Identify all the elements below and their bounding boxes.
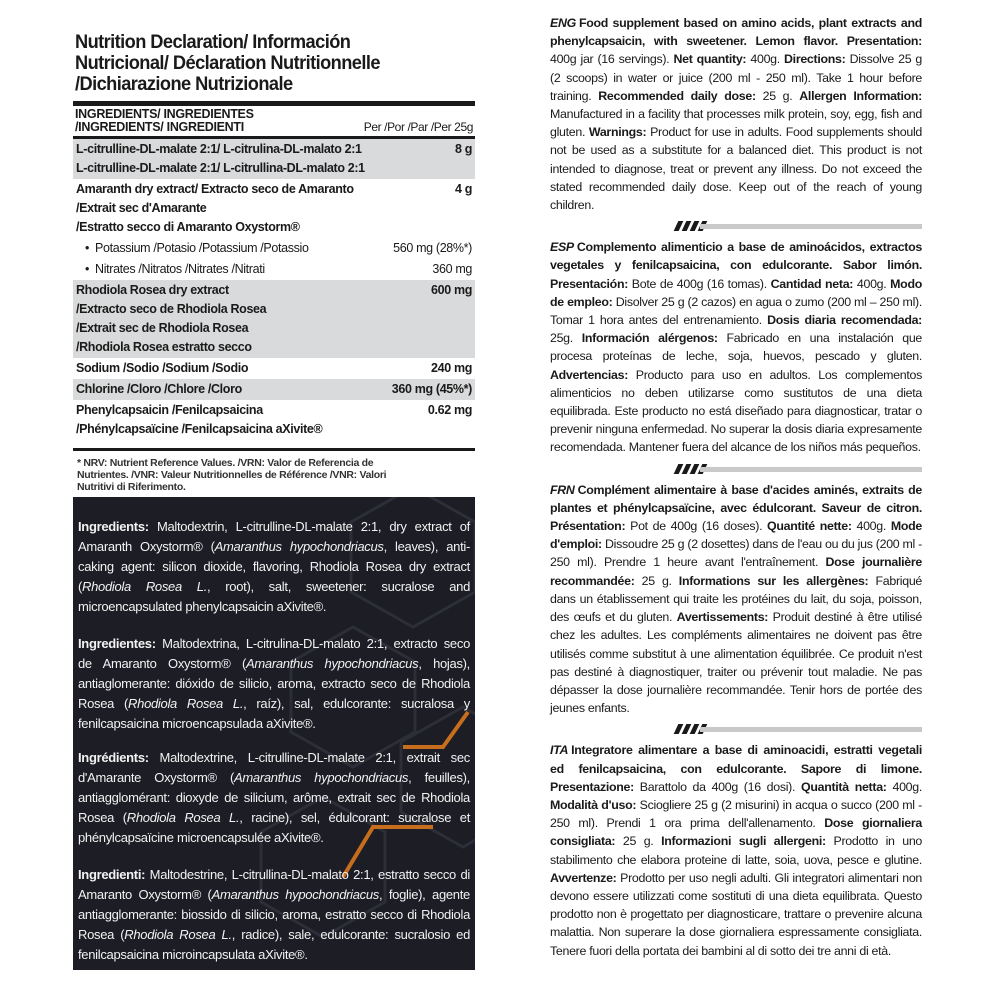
nutrient-value: 4 g bbox=[454, 182, 472, 196]
info-text: 25 g. bbox=[615, 834, 662, 849]
ingredients-paragraph bbox=[78, 634, 470, 734]
ingredients-lead: Ingredientes: bbox=[78, 636, 156, 651]
info-heading: Modo de empleo: bbox=[550, 276, 922, 309]
info-heading: Informazioni sugli allergeni: bbox=[661, 834, 826, 849]
info-heading: Advertencias: bbox=[550, 367, 629, 382]
ingredients-text: Maltodextrine, L-citrulline-DL-malate 2:1, extrait sec d'Amarante Oxystorm® (Amaranthus hypochondriacus, feuilles), antiagglomérant: dioxyde de silicium, arôme, extrait sec de Rhodiola Rosea (Rhodiola Rosea L., racine), sel, édulcorant: sucralose et phénylcapsaïcine microencapsulée aXivite®. bbox=[78, 750, 471, 845]
info-heading: Warnings: bbox=[588, 125, 647, 140]
ingredients-text: Maltodestrine, L-citrullina-DL-malato 2:1, estratto secco di Amaranto Oxystorm® (Amaranthus hypochondriacus, foglie), agente antiagglomerante: biossido di silicio, aroma, estratto secco di Rhodiola Rosea (Rhodiola Rosea L., radice), sale, edulcorante: sucralosio ed fenilcapsaicina microincapsulata aXivite®. bbox=[78, 867, 471, 962]
info-heading: Directions: bbox=[784, 52, 846, 67]
language-block-eng bbox=[550, 14, 922, 214]
info-text: 400g jar (16 servings). bbox=[550, 52, 674, 67]
ingredients-paragraph bbox=[78, 517, 470, 617]
nutrient-label: • Potassium /Potasio /Potassium /Potassio bbox=[85, 239, 309, 258]
info-text: Produit destiné à être utilisé chez les adultes. Les compléments alimentaires ne doivent pas être utilisés comme substitut à une alimentation équilibrée. Ce produit n'est pas destiné à diagnostiquer, traiter ou prévenir tout maladie. Ne pas dépasser la dose journalière recommandée. Tenir hors de portée des jeunes enfants. bbox=[550, 610, 922, 716]
language-code: FRN bbox=[550, 482, 575, 497]
nutrition-table-body bbox=[73, 139, 475, 440]
nrv-note: * NRV: Nutrient Reference Values. /VRN: Valor de Referencia de Nutrientes. /VNR: Valeur Nutritionnelles de Référence /VNR: Valori Nutritivi di Riferimento. bbox=[77, 457, 387, 493]
info-heading: Modalità d'uso: bbox=[550, 797, 637, 812]
nutrient-label: Rhodiola Rosea dry extract /Extracto seco de Rhodiola Rosea /Extrait sec de Rhodiola Rosea /Rhodiola Rosea estratto secco bbox=[76, 283, 267, 354]
nutrient-value: 560 mg (28%*) bbox=[393, 241, 472, 255]
info-text: Fabriqué dans un établissement qui traite les protéines du lait, du soja, poisson, des œufs et du gluten. bbox=[550, 573, 923, 625]
info-text: 400g. bbox=[886, 779, 922, 794]
info-text: 400g. bbox=[746, 52, 785, 67]
info-text: Disolver 25 g (2 cazos) en agua o zumo (200 ml – 250 ml). Tomar 1 hora antes del entrenamiento. bbox=[550, 294, 922, 328]
info-text: Sciogliere 25 g (2 misurini) in acqua o succo (200 ml - 250 ml). Prendi 1 ora prima dell'allenamento. bbox=[550, 797, 922, 831]
language-code: ITA bbox=[550, 743, 569, 758]
ingredients-header: INGREDIENTS/ INGREDIENTES /INGREDIENTS/ INGREDIENTI bbox=[75, 107, 254, 134]
nutrition-row bbox=[73, 358, 475, 379]
nutrient-label: L-citrulline-DL-malate 2:1/ L-citrulina-DL-malato 2:1 L-citrulline-DL-malate 2:1/ L-citrullina-DL-malato 2:1 bbox=[76, 142, 365, 175]
nutrient-label: • Nitrates /Nitratos /Nitrates /Nitrati bbox=[85, 260, 265, 279]
info-heading: Dosis diaria recomendada: bbox=[767, 313, 923, 328]
nutrient-label: Amaranth dry extract/ Extracto seco de Amaranto /Extrait sec d'Amarante /Estratto secco di Amaranto Oxystorm® bbox=[76, 182, 354, 234]
nutrition-row bbox=[73, 179, 475, 238]
table-header bbox=[73, 106, 475, 136]
nutrient-value: 600 mg bbox=[431, 283, 472, 297]
info-text: Dissoudre 25 g (2 dosettes) dans de l'eau ou du jus (200 ml - 250 ml). Prendre 1 heure avant l'entraînement. bbox=[550, 537, 922, 570]
info-heading: Integratore alimentare a base di aminoacidi, estratti vegetali ed fenilcapsaicina, con edulcorante. Sapore di limone. Presentazione: bbox=[550, 743, 922, 794]
language-block-frn bbox=[550, 481, 922, 718]
nutrient-value: 360 mg (45%*) bbox=[391, 382, 472, 396]
info-heading: Recommended daily dose: bbox=[598, 88, 756, 103]
per-serving-header: Per /Por /Par /Per 25g bbox=[363, 120, 473, 134]
language-block-esp bbox=[550, 238, 922, 456]
nutrition-row bbox=[73, 139, 475, 179]
nutrient-label: Phenylcapsaicin /Fenilcapsaicina /Phénylcapsaïcine /Fenilcapsaicina aXivite® bbox=[76, 403, 323, 436]
info-heading: Mode d'emploi: bbox=[550, 519, 922, 552]
info-heading: Información alérgenos: bbox=[581, 331, 718, 346]
ingredients-text: Maltodextrin, L-citrulline-DL-malate 2:1, dry extract of Amaranth Oxystorm® (Amaranthus hypochondriacus, leaves), anti-caking agent: silicon dioxide, flavoring, Rhodiola Rosea dry extract (Rhodiola Rosea L., root), salt, sweetener: sucralose and microencapsulated phenylcapsaicin aXivite®. bbox=[78, 519, 471, 614]
info-heading: Quantità netta: bbox=[801, 779, 887, 794]
info-heading: Cantidad neta: bbox=[770, 276, 854, 291]
nutrient-value: 8 g bbox=[454, 142, 472, 156]
info-text: Manufactured in a facility that processes milk protein, soy, egg, fish and gluten. bbox=[550, 107, 922, 140]
info-heading: Informations sur les allergènes: bbox=[678, 573, 869, 588]
ingredients-lead: Ingrédients: bbox=[78, 750, 149, 765]
info-text: Bote de 400g (16 tomas). bbox=[628, 276, 771, 291]
info-text: Fabricado en una instalación que procesa proteínas de leche, soja, huevos, pescado y gluten. bbox=[550, 331, 922, 364]
ingredients-text: Maltodextrina, L-citrulina-DL-malato 2:1, extracto seco de Amaranto Oxystorm® (Amaranthus hypochondriacus, hojas), antiaglomerante: dióxido de silicio, aroma, extracto seco de Rhodiola Rosea (Rhodiola Rosea L., raíz), sal, edulcorante: sucralosa y fenilcapsaicina microencapsulada aXivite®. bbox=[78, 636, 471, 731]
info-text: Prodotto per uso negli adulti. Gli integratori alimentari non devono essere utilizzati come sostituti di una dieta equilibrata. Questo prodotto non è progettato per diagnosticare, trattare o prevenire alcuna malattia. Non superare la dose giornaliera espressamente consigliata. Tenere fuori della portata dei bambini al di sotto dei tre anni di età. bbox=[550, 870, 922, 958]
nutrient-value: 0.62 mg bbox=[427, 403, 472, 417]
info-text: 400g. bbox=[851, 519, 891, 534]
nutrient-value: 240 mg bbox=[431, 361, 472, 375]
nutrient-label: Chlorine /Cloro /Chlore /Cloro bbox=[76, 382, 242, 396]
info-heading: Avertissements: bbox=[676, 610, 769, 625]
ingredients-panel bbox=[73, 497, 475, 970]
section-separator bbox=[550, 723, 922, 735]
multilingual-info bbox=[550, 14, 922, 960]
declaration-title: Nutrition Declaration/ Información Nutricional/ Déclaration Nutritionnelle /Dichiarazione Nutrizionale bbox=[75, 32, 380, 95]
info-heading: Avvertenze: bbox=[550, 870, 617, 885]
info-text: 25 g. bbox=[634, 573, 679, 588]
info-heading: Dose giornaliera consigliata: bbox=[550, 816, 922, 849]
info-heading: Complément alimentaire à base d'acides aminés, extraits de plantes et phénylcapsaïcine, avec édulcorant. Saveur de citron. Présentation: bbox=[550, 482, 922, 534]
info-heading: Net quantity: bbox=[673, 52, 747, 67]
nutrition-row bbox=[73, 400, 475, 440]
ingredients-paragraph bbox=[78, 865, 470, 965]
info-text: Pot de 400g (16 doses). bbox=[625, 519, 768, 534]
info-text: 25g. bbox=[550, 331, 582, 346]
language-code: ENG bbox=[550, 16, 576, 30]
nutrition-declaration-panel bbox=[73, 32, 475, 493]
info-text: Prodotto in uno stabilimento che elabora proteine di latte, soia, uova, pesce e glutine. bbox=[550, 834, 923, 867]
info-heading: Allergen Information: bbox=[799, 88, 922, 103]
info-heading: Complemento alimenticio a base de aminoácidos, extractos vegetales y fenilcapsaicina, con edulcorante. Sabor limón. Presentación: bbox=[550, 240, 922, 291]
section-separator bbox=[550, 463, 922, 475]
info-text: Dissolve 25 g (2 scoops) in water or juice (200 ml - 250 ml). Take 1 hour before training. bbox=[550, 52, 923, 103]
nutrition-row bbox=[73, 280, 475, 358]
info-text: 25 g. bbox=[755, 88, 800, 103]
nutrition-row bbox=[73, 259, 475, 280]
info-text: Producto para uso en adultos. Los complementos alimenticios no deben utilizarse como sustitutos de una dieta equilibrada. Este producto no está diseñado para diagnosticar, tratar o prevenir ninguna enfermedad. No superar la dosis diaria expresamente recomendada. Mantener fuera del alcance de los niños más pequeños. bbox=[550, 367, 922, 455]
language-block-ita bbox=[550, 741, 922, 959]
section-separator bbox=[550, 220, 922, 232]
info-heading: Food supplement based on amino acids, plant extracts and phenylcapsaicin, with sweetener. Lemon flavor. Presentation: bbox=[550, 16, 922, 49]
ingredients-lead: Ingredienti: bbox=[78, 867, 146, 882]
language-code: ESP bbox=[550, 240, 574, 255]
nutrition-row bbox=[73, 379, 475, 400]
info-text: 400g. bbox=[853, 276, 891, 291]
ingredients-paragraph bbox=[78, 748, 470, 848]
info-text: Barattolo da 400g (16 dosi). bbox=[633, 779, 801, 794]
info-text: Product for use in adults. Food supplements should not be used as a substitute for a balanced diet. This product is not intended to diagnose, treat or prevent any illness. Do not exceed the stated recommended daily dose. Keep out of the reach of young children. bbox=[550, 125, 922, 213]
nutrient-label: Sodium /Sodio /Sodium /Sodio bbox=[76, 361, 249, 375]
nutrient-value: 360 mg bbox=[432, 262, 472, 276]
info-heading: Dose journalière recommandée: bbox=[550, 555, 922, 588]
nutrition-row bbox=[73, 238, 475, 259]
info-heading: Quantité nette: bbox=[767, 519, 852, 534]
ingredients-lead: Ingredients: bbox=[78, 519, 149, 534]
